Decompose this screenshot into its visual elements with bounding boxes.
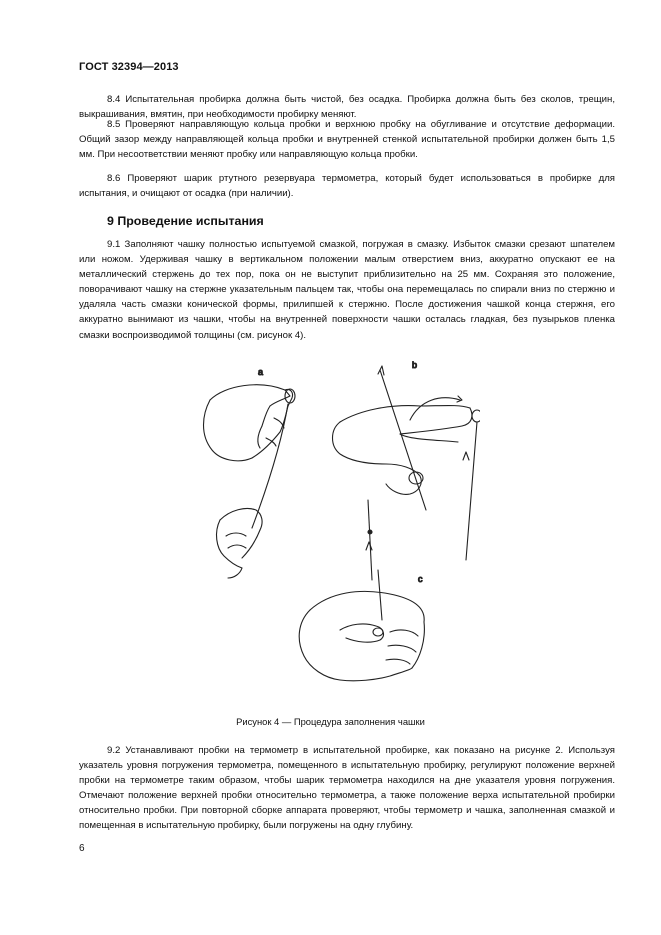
- paragraph-9-2: 9.2 Устанавливают пробки на термометр в испытательной пробирке, как показано на рисунке 2. Используя указатель уровня погружения термометра, помещенного в испытательную пробирку, регулируют положение верхней пробки на термометре таким образом, чтобы шарик термометра находился на дне указателя уровня погружения. Отмечают положение верхней пробки относительно термометра, а также положение верха испытательной пробирки относительно пробки. При повторной сборке аппарата проверяют, чтобы термометр и чашка, заполненная смазкой и помещенная в испытательную пробирку, были погружены на одну глубину.: [79, 745, 615, 832]
- figure-label-c: c: [418, 574, 423, 584]
- paragraph-8-5: 8.5 Проверяют направляющую кольца пробки и верхнюю пробку на обугливание и отсутствие деформации. Общий зазор между направляющей кольца пробки и внутренней стенкой испытательной пробирки должен быть 1,5 мм. При несоответствии меняют пробку или направляющую кольца пробки.: [79, 119, 615, 161]
- figure-label-a: a: [258, 367, 264, 377]
- page-number: 6: [79, 843, 85, 854]
- section-title: 9 Проведение испытания: [107, 214, 264, 228]
- figure-4-illustration: [190, 360, 480, 710]
- panel-c-drawing: [299, 500, 424, 681]
- paragraph-9-1: 9.1 Заполняют чашку полностью испытуемой смазкой, погружая в смазку. Избыток смазки срезают шпателем или ножом. Удерживая чашку в вертикальном положении малым отверстием вниз, аккуратно опускают ее на металлический стержень до тех пор, пока он не выступит приблизительно на 25 мм. Сохраняя это положение, поворачивают чашку на стержне указательным пальцем так, чтобы она перемещалась по спирали вниз по стержню и удаляла часть смазки конической формы, прилипшей к стержню. После достижения чашкой конца стержня, его аккуратно вынимают из чашки, чтобы на внутренней поверхности чашки осталась гладкая, без пузырьков пленка смазки воспроизводимой толщины (см. рисунок 4).: [79, 239, 615, 341]
- paragraph-8-4: 8.4 Испытательная пробирка должна быть чистой, без осадка. Пробирка должна быть без сколов, трещин, выкрашивания, вмятин, при необходимости пробирку меняют.: [79, 94, 615, 121]
- panel-b-drawing: [333, 366, 481, 560]
- panel-a-drawing: [204, 385, 296, 578]
- figure-label-b: b: [412, 360, 418, 370]
- page-header: ГОСТ 32394—2013: [79, 61, 179, 73]
- paragraph-8-6: 8.6 Проверяют шарик ртутного резервуара термометра, который будет использоваться в пробирке для испытания, и очищают от осадка (при наличии).: [79, 173, 615, 200]
- figure-caption: Рисунок 4 — Процедура заполнения чашки: [236, 716, 425, 727]
